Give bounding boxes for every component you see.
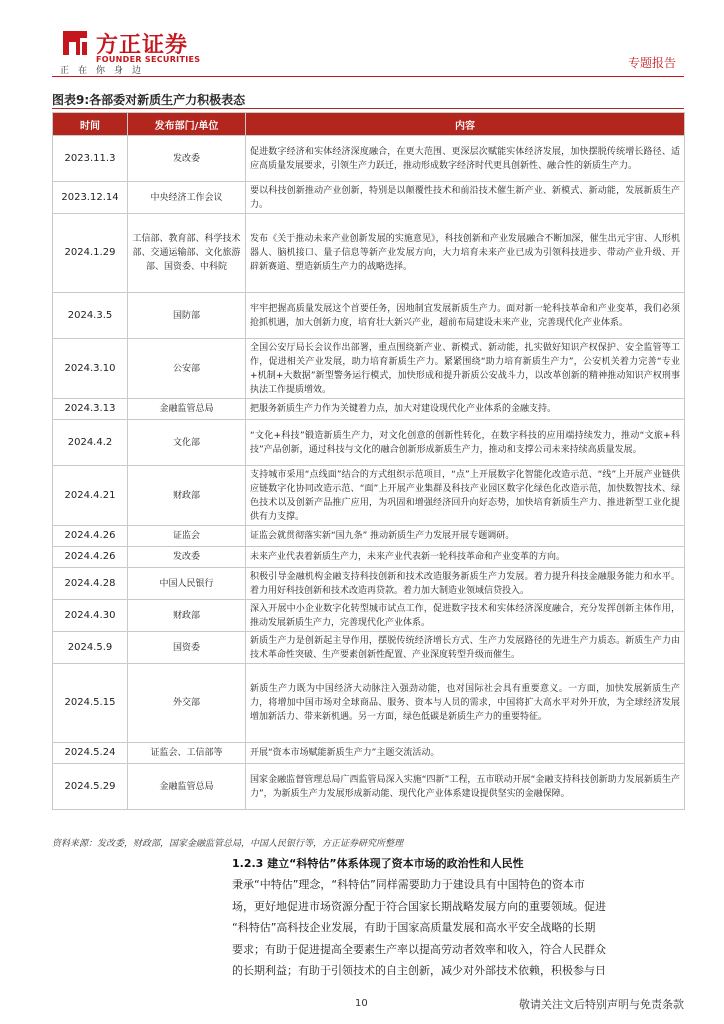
founder-logo-icon	[60, 28, 90, 58]
section-body-text	[232, 874, 668, 982]
row-content: 开展“资本市场赋能新质生产力”主题交流活动。	[246, 743, 685, 764]
table-row	[53, 743, 685, 764]
table-row	[53, 526, 685, 547]
body-line: 的长期利益；有助于引领技术的自主创新，减少对外部技术依赖，积极参与日	[232, 964, 606, 978]
table-row	[53, 764, 685, 810]
column-header-content: 内容	[246, 113, 685, 136]
row-department: 国资委	[128, 632, 246, 664]
row-date: 2024.5.24	[53, 743, 128, 764]
row-department: 发改委	[128, 136, 246, 182]
row-date: 2024.3.10	[53, 339, 128, 399]
header-divider	[52, 76, 684, 77]
row-date: 2024.3.5	[53, 293, 128, 339]
row-content: 促进数字经济和实体经济深度融合，在更大范围、更深层次赋能实体经济发展，加快摆脱传统增长路径、适应高质量发展要求，引领生产力跃迁，推动形成数字经济时代更具创新性、融合性的新质生产力。	[246, 136, 685, 182]
row-date: 2024.4.2	[53, 420, 128, 466]
body-line: 场，更好地促进市场资源分配于符合国家长期战略发展方向的重要领域。促进	[232, 899, 606, 913]
row-content: 发布《关于推动未来产业创新发展的实施意见》，科技创新和产业发展融合不断加深，催生出元宇宙、人形机器人、脑机接口、量子信息等新产业发展方向，大力培育未来产业已成为引领科技进步、带动产业升级、开辟新赛道、塑造新质生产力的战略选择。	[246, 214, 685, 293]
column-header-date: 时间	[53, 113, 128, 136]
row-department: 外交部	[128, 664, 246, 743]
row-department: 国防部	[128, 293, 246, 339]
table-header-row	[53, 113, 685, 136]
row-content: 要以科技创新推动产业创新，特别是以颠覆性技术和前沿技术催生新产业、新模式、新动能，发展新质生产力。	[246, 182, 685, 214]
row-date: 2023.11.3	[53, 136, 128, 182]
row-date: 2024.4.26	[53, 526, 128, 547]
body-line: 要求；有助于促进提高全要素生产率以提高劳动者效率和收入，符合人民群众	[232, 942, 606, 956]
row-date: 2023.12.14	[53, 182, 128, 214]
row-date: 2024.4.21	[53, 466, 128, 526]
row-content: 支持城市采用“点线面”结合的方式组织示范项目，“点”上开展数字化智能化改造示范、“线”上开展产业链供应链数字化协同改造示范、“面”上开展产业集群及科技产业园区数字化绿色化改造示范，加快数智技术、绿色技术以及创新产品推广应用，为巩固和增强经济回升向好态势，加快培育新质生产力、推进新型工业化提供有力支撑。	[246, 466, 685, 526]
figure-title: 图表9:各部委对新质生产力积极表态	[52, 93, 246, 107]
row-department: 金融监管总局	[128, 764, 246, 810]
table-row	[53, 399, 685, 420]
page-header	[52, 22, 692, 78]
table-row	[53, 547, 685, 568]
table-row	[53, 466, 685, 526]
row-date: 2024.4.30	[53, 600, 128, 632]
row-content: 积极引导金融机构金融支持科技创新和技术改造服务新质生产力发展。着力提升科技金融服务能力和水平。着力用好科技创新和技术改造再贷款。着力加大制造业领域信贷投入。	[246, 568, 685, 600]
ministry-statements-table	[52, 112, 685, 810]
report-type-label: 专题报告	[627, 56, 676, 70]
row-date: 2024.5.15	[53, 664, 128, 743]
row-content: 未来产业代表着新质生产力，未来产业代表新一轮科技革命和产业变革的方向。	[246, 547, 685, 568]
row-content: 证监会就贯彻落实新“国九条” 推动新质生产力发展开展专题调研。	[246, 526, 685, 547]
row-date: 2024.5.9	[53, 632, 128, 664]
figure-source-note: 资料来源：发改委，财政部，国家金融监管总局，中国人民银行等，方正证券研究所整理	[52, 839, 404, 849]
row-content: “文化+科技”锻造新质生产力，对文化创意的创新性转化，在数字科技的应用端持续发力，推动“文旅+科技”产品创新，通过科技与文化的融合创新形成新质生产力，推动和支撑公司未来持续高质量发展。	[246, 420, 685, 466]
table-row	[53, 632, 685, 664]
row-content: 新质生产力既为中国经济大动脉注入强劲动能，也对国际社会具有重要意义。一方面，加快发展新质生产力，将增加中国市场对全球商品、服务、资本与人员的需求，中国将扩大高水平对外开放，为全球经济发展增加新活力、带来新机遇。另一方面，绿色低碳是新质生产力的重要特征。	[246, 664, 685, 743]
row-department: 工信部、教育部、科学技术部、交通运输部、文化旅游部、国资委、中科院	[128, 214, 246, 293]
row-content: 深入开展中小企业数字化转型城市试点工作，促进数字技术和实体经济深度融合，充分发挥创新主体作用，推动发展新质生产力，完善现代化产业体系。	[246, 600, 685, 632]
row-date: 2024.1.29	[53, 214, 128, 293]
table-row	[53, 600, 685, 632]
row-date: 2024.5.29	[53, 764, 128, 810]
row-content: 全国公安厅局长会议作出部署，重点围绕新产业、新模式、新动能，扎实做好知识产权保护、安全监管等工作，促进相关产业发展，助力培育新质生产力。紧紧围绕“助力培育新质生产力”，公安机关着力完善“专业+机制+大数据”新型警务运行模式，加快形成和提升新质公安战斗力，以改革创新的精神推动知识产权刑事执法工作提质增效。	[246, 339, 685, 399]
row-content: 牢牢把握高质量发展这个首要任务，因地制宜发展新质生产力。面对新一轮科技革命和产业变革，我们必须抢抓机遇，加大创新力度，培育壮大新兴产业，超前布局建设未来产业，完善现代化产业体系。	[246, 293, 685, 339]
table-row	[53, 293, 685, 339]
row-content: 新质生产力是创新起主导作用，摆脱传统经济增长方式、生产力发展路径的先进生产力质态。新质生产力由技术革命性突破、生产要素创新性配置、产业深度转型升级而催生。	[246, 632, 685, 664]
row-date: 2024.4.26	[53, 547, 128, 568]
logo-chinese-name: 方正证券	[96, 33, 189, 58]
row-department: 财政部	[128, 466, 246, 526]
row-date: 2024.3.13	[53, 399, 128, 420]
slogan: 正在你身边	[60, 66, 151, 76]
body-line: “科特估”高科技企业发展，有助于国家高质量发展和高水平安全战略的长期	[232, 921, 596, 935]
table-row	[53, 136, 685, 182]
table-row	[53, 182, 685, 214]
row-department: 中国人民银行	[128, 568, 246, 600]
table-row	[53, 664, 685, 743]
body-line: 秉承“中特估”理念，“科特估”同样需要助力于建设具有中国特色的资本市	[232, 878, 585, 891]
row-content: 把服务新质生产力作为关键着力点，加大对建设现代化产业体系的金融支持。	[246, 399, 685, 420]
logo-english-name: FOUNDER SECURITIES	[96, 55, 201, 64]
row-department: 证监会、工信部等	[128, 743, 246, 764]
table-row	[53, 420, 685, 466]
table-row	[53, 568, 685, 600]
row-date: 2024.4.28	[53, 568, 128, 600]
row-department: 财政部	[128, 600, 246, 632]
row-department: 金融监管总局	[128, 399, 246, 420]
row-department: 文化部	[128, 420, 246, 466]
column-header-department: 发布部门/单位	[128, 113, 246, 136]
row-department: 证监会	[128, 526, 246, 547]
table-row	[53, 214, 685, 293]
row-department: 发改委	[128, 547, 246, 568]
row-department: 公安部	[128, 339, 246, 399]
figure-title-divider	[52, 108, 684, 109]
row-department: 中央经济工作会议	[128, 182, 246, 214]
section-heading: 1.2.3 建立“科特估”体系体现了资本市场的政治性和人民性	[232, 857, 524, 870]
page-number: 10	[355, 998, 368, 1009]
disclaimer-note: 敬请关注文后特别声明与免责条款	[519, 998, 684, 1011]
row-content: 国家金融监督管理总局广西监管局深入实施“四新”工程，五市联动开展“金融支持科技创新助力发展新质生产力”，为新质生产力发展形成新动能、现代化产业体系建设提供坚实的金融保障。	[246, 764, 685, 810]
table-row	[53, 339, 685, 399]
